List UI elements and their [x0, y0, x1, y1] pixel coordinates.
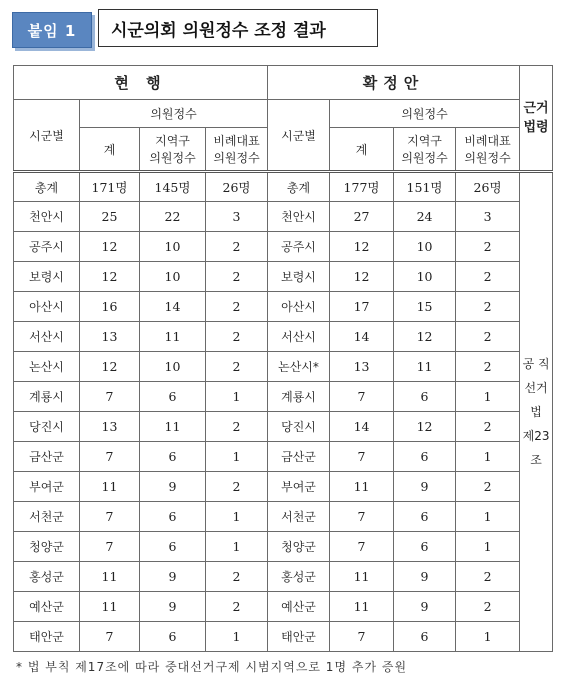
current-total: 12	[80, 352, 140, 382]
region-name: 부여군	[14, 472, 80, 502]
current-pr: 1	[206, 382, 268, 412]
final-total: 14	[330, 412, 394, 442]
final-pr: 2	[456, 322, 520, 352]
table-row	[14, 562, 553, 592]
final-total: 12	[330, 232, 394, 262]
legal-basis-line: 선거법	[524, 381, 548, 419]
table-row	[14, 232, 553, 262]
final-district: 6	[394, 382, 456, 412]
current-total: 13	[80, 412, 140, 442]
region-name: 논산시	[14, 352, 80, 382]
current-district: 6	[140, 382, 206, 412]
final-pr: 3	[456, 202, 520, 232]
final-pr: 2	[456, 262, 520, 292]
current-total: 16	[80, 292, 140, 322]
final-district: 10	[394, 262, 456, 292]
current-district: 6	[140, 532, 206, 562]
final-pr: 1	[456, 622, 520, 652]
current-pr: 1	[206, 442, 268, 472]
region-name: 당진시	[14, 412, 80, 442]
attachment-badge: 붙임 1	[12, 12, 92, 48]
current-total: 171명	[80, 172, 140, 202]
current-total: 12	[80, 232, 140, 262]
final-total: 11	[330, 472, 394, 502]
current-pr: 2	[206, 412, 268, 442]
final-total: 14	[330, 322, 394, 352]
total-row	[14, 172, 553, 202]
region-name: 태안군	[14, 622, 80, 652]
region-name: 예산군	[14, 592, 80, 622]
final-district: 11	[394, 352, 456, 382]
legal-basis-line: 공 직	[522, 357, 550, 371]
page-title: 시군의회 의원정수 조정 결과	[98, 9, 378, 47]
region-name-final: 보령시	[268, 262, 330, 292]
region-name: 금산군	[14, 442, 80, 472]
final-total: 13	[330, 352, 394, 382]
final-total: 11	[330, 562, 394, 592]
region-name: 계룡시	[14, 382, 80, 412]
current-district: 9	[140, 592, 206, 622]
final-total: 7	[330, 442, 394, 472]
current-seats-header: 의원정수	[80, 100, 268, 128]
final-district: 12	[394, 322, 456, 352]
final-pr: 26명	[456, 172, 520, 202]
table-row	[14, 472, 553, 502]
basis-label-1: 근거	[523, 101, 549, 116]
final-total: 11	[330, 592, 394, 622]
final-pr: 2	[456, 412, 520, 442]
region-name-final: 총계	[268, 172, 330, 202]
final-pr: 1	[456, 442, 520, 472]
title-bar	[12, 6, 378, 50]
current-pr: 3	[206, 202, 268, 232]
table-row	[14, 502, 553, 532]
region-name: 공주시	[14, 232, 80, 262]
current-district: 11	[140, 412, 206, 442]
region-name: 서산시	[14, 322, 80, 352]
current-total: 7	[80, 502, 140, 532]
final-pr: 2	[456, 592, 520, 622]
final-district: 6	[394, 502, 456, 532]
final-pr: 2	[456, 232, 520, 262]
region-name: 보령시	[14, 262, 80, 292]
current-total: 7	[80, 382, 140, 412]
current-district: 145명	[140, 172, 206, 202]
current-total: 11	[80, 592, 140, 622]
region-name: 총계	[14, 172, 80, 202]
final-district: 6	[394, 532, 456, 562]
final-total: 12	[330, 262, 394, 292]
region-header-2: 시군별	[268, 100, 330, 172]
current-total: 11	[80, 472, 140, 502]
region-name: 천안시	[14, 202, 80, 232]
final-district: 9	[394, 562, 456, 592]
region-name: 홍성군	[14, 562, 80, 592]
current-pr: 2	[206, 352, 268, 382]
basis-header	[520, 66, 553, 172]
legal-basis-line: 제23조	[522, 429, 550, 467]
current-pr: 1	[206, 502, 268, 532]
legal-basis	[520, 172, 553, 652]
final-district: 12	[394, 412, 456, 442]
final-district: 15	[394, 292, 456, 322]
final-total: 27	[330, 202, 394, 232]
table-row	[14, 262, 553, 292]
final-pr: 1	[456, 382, 520, 412]
current-pr: 2	[206, 472, 268, 502]
region-name-final: 서산시	[268, 322, 330, 352]
region-name-final: 예산군	[268, 592, 330, 622]
current-pr: 1	[206, 532, 268, 562]
final-pr-col: 비례대표 의원정수	[456, 128, 520, 172]
table-row	[14, 202, 553, 232]
region-header: 시군별	[14, 100, 80, 172]
region-name-final: 계룡시	[268, 382, 330, 412]
current-district: 11	[140, 322, 206, 352]
current-total: 7	[80, 532, 140, 562]
final-district: 24	[394, 202, 456, 232]
current-pr: 2	[206, 592, 268, 622]
current-district: 22	[140, 202, 206, 232]
current-total: 11	[80, 562, 140, 592]
region-name-final: 홍성군	[268, 562, 330, 592]
current-total: 13	[80, 322, 140, 352]
table-row	[14, 412, 553, 442]
final-pr: 2	[456, 352, 520, 382]
final-total: 177명	[330, 172, 394, 202]
current-district: 10	[140, 352, 206, 382]
seat-adjustment-table	[13, 65, 553, 652]
current-total: 7	[80, 622, 140, 652]
current-pr: 2	[206, 262, 268, 292]
table-row	[14, 622, 553, 652]
region-name-final: 논산시*	[268, 352, 330, 382]
current-district: 9	[140, 562, 206, 592]
final-pr: 2	[456, 472, 520, 502]
current-district: 10	[140, 262, 206, 292]
table-row	[14, 442, 553, 472]
current-pr-col: 비례대표 의원정수	[206, 128, 268, 172]
table-row	[14, 322, 553, 352]
final-total: 7	[330, 622, 394, 652]
region-name-final: 태안군	[268, 622, 330, 652]
table-row	[14, 382, 553, 412]
final-district: 9	[394, 472, 456, 502]
current-pr: 2	[206, 232, 268, 262]
table-row	[14, 352, 553, 382]
final-total: 17	[330, 292, 394, 322]
current-district: 14	[140, 292, 206, 322]
final-district: 151명	[394, 172, 456, 202]
final-district: 9	[394, 592, 456, 622]
current-district: 6	[140, 622, 206, 652]
current-pr: 2	[206, 562, 268, 592]
current-district: 10	[140, 232, 206, 262]
table-row	[14, 532, 553, 562]
region-name-final: 당진시	[268, 412, 330, 442]
region-name-final: 금산군	[268, 442, 330, 472]
table-row	[14, 292, 553, 322]
table-row	[14, 592, 553, 622]
current-district: 9	[140, 472, 206, 502]
current-total-col: 계	[80, 128, 140, 172]
region-name-final: 아산시	[268, 292, 330, 322]
final-district-col: 지역구 의원정수	[394, 128, 456, 172]
current-header: 현 행	[14, 66, 268, 100]
region-name: 서천군	[14, 502, 80, 532]
final-total: 7	[330, 532, 394, 562]
current-pr: 2	[206, 322, 268, 352]
region-name: 청양군	[14, 532, 80, 562]
final-seats-header: 의원정수	[330, 100, 520, 128]
region-name-final: 천안시	[268, 202, 330, 232]
region-name-final: 부여군	[268, 472, 330, 502]
final-total: 7	[330, 382, 394, 412]
final-total: 7	[330, 502, 394, 532]
final-district: 10	[394, 232, 456, 262]
final-pr: 1	[456, 532, 520, 562]
region-name-final: 서천군	[268, 502, 330, 532]
final-total-col: 계	[330, 128, 394, 172]
final-district: 6	[394, 622, 456, 652]
current-total: 25	[80, 202, 140, 232]
final-pr: 2	[456, 562, 520, 592]
final-pr: 2	[456, 292, 520, 322]
current-total: 7	[80, 442, 140, 472]
current-pr: 2	[206, 292, 268, 322]
current-district: 6	[140, 502, 206, 532]
region-name: 아산시	[14, 292, 80, 322]
final-district: 6	[394, 442, 456, 472]
current-total: 12	[80, 262, 140, 292]
current-district-col: 지역구 의원정수	[140, 128, 206, 172]
basis-label-2: 법령	[523, 120, 549, 135]
current-pr: 1	[206, 622, 268, 652]
footnote: * 법 부칙 제17조에 따라 중대선거구제 시범지역으로 1명 추가 증원	[16, 660, 408, 674]
region-name-final: 청양군	[268, 532, 330, 562]
final-header: 확정안	[268, 66, 520, 100]
current-pr: 26명	[206, 172, 268, 202]
current-district: 6	[140, 442, 206, 472]
region-name-final: 공주시	[268, 232, 330, 262]
final-pr: 1	[456, 502, 520, 532]
